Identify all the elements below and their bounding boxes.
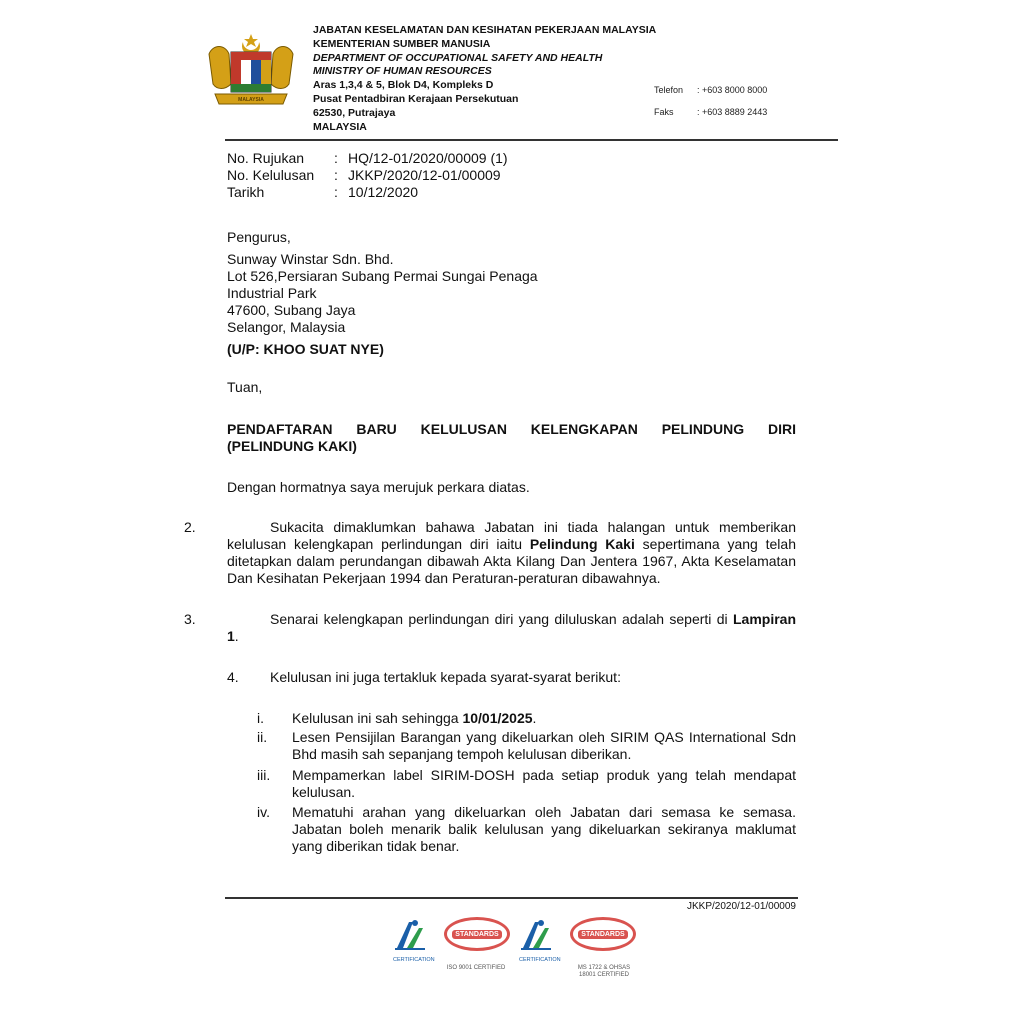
condition-numeral: ii. bbox=[257, 729, 268, 745]
subject-line-1: PENDAFTARAN BARU KELULUSAN KELENGKAPAN PELINDUNG DIRI bbox=[227, 421, 796, 437]
approval-sep: : bbox=[334, 167, 338, 183]
date-row bbox=[227, 184, 627, 201]
paragraph-2-text-b: sepertimana yang telah ditetapkan dalam perundangan dibawah Akta Kilang Dan Jentera 1967, Akta Keselamatan Dan Kesihatan Pekerjaan 1994 dan Peraturan-peraturan dibawahnya. bbox=[227, 536, 796, 586]
phone-label: Telefon bbox=[654, 85, 684, 95]
condition-text-a: Kelulusan ini sah sehingga bbox=[292, 710, 463, 726]
paragraph-3-number: 3. bbox=[184, 611, 196, 627]
certification-mark-icon bbox=[519, 918, 569, 952]
paragraph-4-text: Kelulusan ini juga tertakluk kepada syarat-syarat berikut: bbox=[270, 669, 621, 685]
address-line-1: Aras 1,3,4 & 5, Blok D4, Kompleks D bbox=[313, 79, 494, 92]
address-line-4: MALAYSIA bbox=[313, 120, 367, 133]
recipient-title: Pengurus, bbox=[227, 229, 291, 245]
condition-text: Lesen Pensijilan Barangan yang dikeluarkan oleh SIRIM QAS International Sdn Bhd masih sah sepanjang tempoh kelulusan diberikan. bbox=[292, 729, 796, 762]
condition-text-b: . bbox=[532, 710, 537, 726]
standards-badge-2 bbox=[570, 917, 638, 979]
date-sep: : bbox=[334, 184, 338, 200]
paragraph-2 bbox=[184, 519, 796, 587]
letterhead-block bbox=[313, 24, 656, 134]
address-line-3: 62530, Putrajaya bbox=[313, 106, 396, 119]
paragraph-4-number: 4. bbox=[227, 669, 239, 685]
cert-caption-1: ISO 9001 CERTIFIED bbox=[446, 965, 506, 971]
subject-line-2: (PELINDUNG KAKI) bbox=[227, 438, 357, 454]
recipient-address-4: Selangor, Malaysia bbox=[227, 319, 346, 335]
ministry-name-malay: KEMENTERIAN SUMBER MANUSIA bbox=[313, 37, 491, 50]
condition-numeral: iii. bbox=[257, 767, 271, 783]
recipient-company: Sunway Winstar Sdn. Bhd. bbox=[227, 251, 394, 267]
cert-name-2: CERTIFICATION bbox=[519, 957, 561, 963]
standards-label-1: STANDARDS bbox=[452, 930, 501, 939]
dept-name-malay: JABATAN KESELAMATAN DAN KESIHATAN PEKERJAAN MALAYSIA bbox=[313, 24, 657, 36]
cert-name-1: CERTIFICATION bbox=[393, 957, 435, 963]
footer-divider bbox=[225, 897, 798, 899]
header-divider bbox=[225, 139, 838, 141]
crest-motto: MALAYSIA bbox=[238, 97, 264, 103]
approval-label: No. Kelulusan bbox=[227, 167, 315, 183]
dept-name-english: DEPARTMENT OF OCCUPATIONAL SAFETY AND HEALTH bbox=[313, 51, 603, 64]
date-label: Tarikh bbox=[227, 184, 265, 200]
recipient-address-1: Lot 526,Persiaran Subang Permai Sungai Penaga bbox=[227, 268, 538, 284]
opening-paragraph: Dengan hormatnya saya merujuk perkara diatas. bbox=[227, 479, 530, 495]
standards-label-2: STANDARDS bbox=[578, 930, 627, 939]
condition-text: Mempamerkan label SIRIM-DOSH pada setiap produk yang telah mendapat kelulusan. bbox=[292, 767, 796, 800]
condition-numeral: i. bbox=[257, 710, 264, 726]
condition-bold: 10/01/2025 bbox=[462, 710, 533, 726]
footer-reference: JKKP/2020/12-01/00009 bbox=[687, 901, 796, 912]
paragraph-2-number: 2. bbox=[184, 519, 196, 535]
attention-line: (U/P: KHOO SUAT NYE) bbox=[227, 341, 384, 357]
recipient-address-2: Industrial Park bbox=[227, 285, 317, 301]
paragraph-2-text-a: Sukacita dimaklumkan bahawa Jabatan ini tiada halangan untuk memberikan kelulusan kelengkapan perlindungan diri iaitu bbox=[227, 519, 796, 552]
certification-mark-icon bbox=[393, 918, 443, 952]
fax-label: Faks bbox=[654, 107, 674, 117]
reference-value: HQ/12-01/2020/00009 (1) bbox=[348, 150, 508, 166]
phone-value: : +603 8000 8000 bbox=[697, 85, 768, 95]
reference-sep: : bbox=[334, 150, 338, 166]
condition-text bbox=[292, 710, 796, 727]
recipient-block bbox=[227, 229, 538, 358]
cert-logo-1 bbox=[393, 918, 443, 963]
condition-text: Mematuhi arahan yang dikeluarkan oleh Jabatan dari semasa ke semasa. Jabatan boleh menarik balik kelulusan yang dikeluarkan sekiranya maklumat yang diberikan tidak benar. bbox=[292, 804, 796, 854]
address-line-2: Pusat Pentadbiran Kerajaan Persekutuan bbox=[313, 92, 519, 105]
recipient-address-3: 47600, Subang Jaya bbox=[227, 302, 356, 318]
reference-row bbox=[227, 150, 627, 167]
paragraph-3-text-a: Senarai kelengkapan perlindungan diri yang diluluskan adalah seperti di bbox=[270, 611, 733, 627]
cert-logo-2 bbox=[519, 918, 569, 963]
condition-numeral: iv. bbox=[257, 804, 270, 820]
approval-value: JKKP/2020/12-01/00009 bbox=[348, 167, 501, 183]
malaysia-coat-of-arms bbox=[203, 32, 299, 110]
paragraph-2-bold: Pelindung Kaki bbox=[529, 536, 635, 552]
paragraph-3-text-b: . bbox=[234, 628, 239, 644]
paragraph-3 bbox=[184, 611, 796, 645]
approval-row bbox=[227, 167, 627, 184]
reference-label: No. Rujukan bbox=[227, 150, 305, 166]
standards-badge-1 bbox=[444, 917, 508, 979]
date-value: 10/12/2020 bbox=[348, 184, 419, 200]
cert-caption-2: MS 1722 & OHSAS 18001 CERTIFIED bbox=[577, 965, 631, 978]
paragraph-3-bold: Lampiran 1 bbox=[227, 611, 796, 644]
ministry-name-english: MINISTRY OF HUMAN RESOURCES bbox=[313, 65, 492, 78]
salutation: Tuan, bbox=[227, 379, 263, 395]
fax-value: : +603 8889 2443 bbox=[697, 107, 768, 117]
